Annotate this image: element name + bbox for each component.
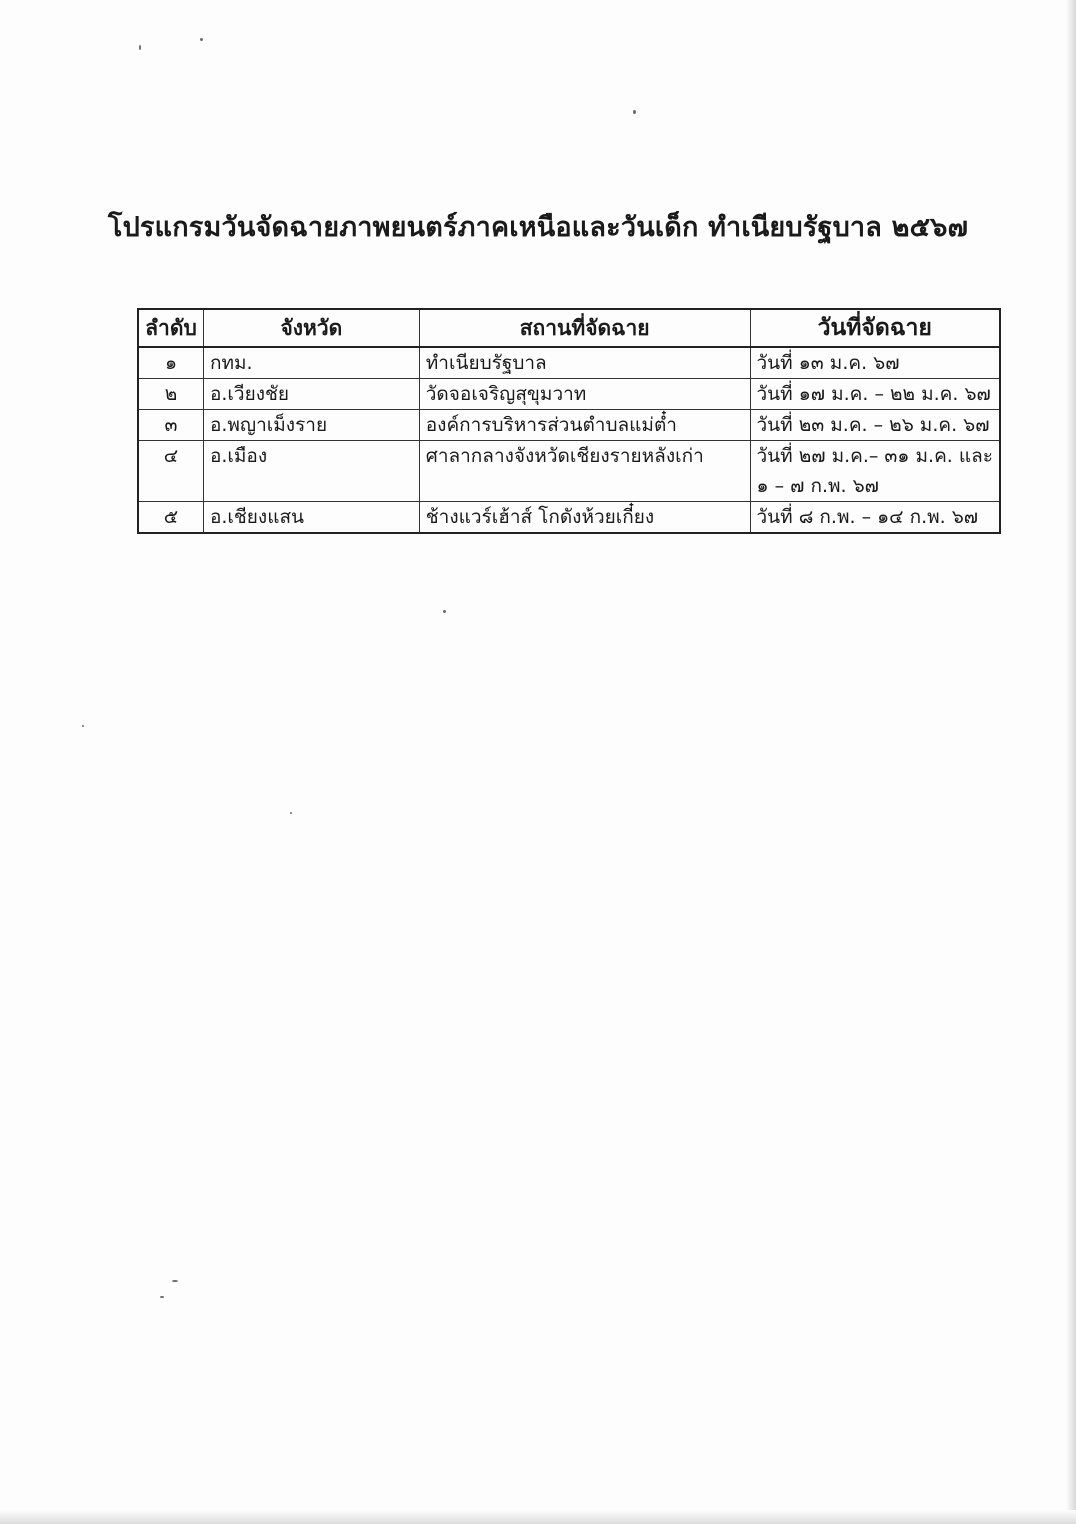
row-date-line: วันที่ ๘ ก.พ. – ๑๔ ก.พ. ๖๗ bbox=[756, 506, 979, 528]
row-date bbox=[750, 410, 1000, 441]
scan-speck bbox=[200, 38, 203, 41]
row-number: ๑ bbox=[138, 347, 203, 379]
document-title: โปรแกรมวันจัดฉายภาพยนตร์ภาคเหนือและวันเด็ก ทำเนียบรัฐบาล ๒๕๖๗ bbox=[107, 212, 969, 243]
table-row bbox=[138, 410, 1000, 441]
row-venue: องค์การบริหารส่วนตำบลแม่ต๋ำ bbox=[419, 410, 750, 441]
row-date bbox=[750, 441, 1000, 502]
scan-speck bbox=[443, 610, 446, 613]
row-date-line: วันที่ ๒๓ ม.ค. – ๒๖ ม.ค. ๖๗ bbox=[756, 414, 990, 436]
header-date: วันที่จัดฉาย bbox=[750, 309, 1000, 347]
row-province: อ.เชียงแสน bbox=[203, 502, 419, 534]
scan-speck bbox=[160, 1296, 164, 1298]
row-province: อ.พญาเม็งราย bbox=[203, 410, 419, 441]
header-venue: สถานที่จัดฉาย bbox=[419, 309, 750, 347]
scan-speck bbox=[633, 110, 636, 114]
scan-speck bbox=[82, 725, 84, 727]
row-number: ๓ bbox=[138, 410, 203, 441]
row-date-line: ๑ – ๗ ก.พ. ๖๗ bbox=[756, 475, 879, 497]
header-province: จังหวัด bbox=[203, 309, 419, 347]
table-row bbox=[138, 441, 1000, 502]
row-number: ๕ bbox=[138, 502, 203, 534]
row-venue: ศาลากลางจังหวัดเชียงรายหลังเก่า bbox=[419, 441, 750, 502]
page-edge-shadow-bottom bbox=[0, 1510, 1076, 1524]
row-province: อ.เวียงชัย bbox=[203, 379, 419, 410]
row-date-line: วันที่ ๑๓ ม.ค. ๖๗ bbox=[756, 352, 900, 374]
row-venue: วัดจอเจริญสุขุมวาท bbox=[419, 379, 750, 410]
row-venue: ช้างแวร์เฮ้าส์ โกดังห้วยเกี๋ยง bbox=[419, 502, 750, 534]
table-row bbox=[138, 347, 1000, 379]
row-province: กทม. bbox=[203, 347, 419, 379]
row-number: ๔ bbox=[138, 441, 203, 502]
header-order: ลำดับ bbox=[138, 309, 203, 347]
row-date-line: วันที่ ๒๗ ม.ค.– ๓๑ ม.ค. และ bbox=[756, 445, 993, 467]
scan-speck bbox=[139, 45, 141, 50]
table-header-row bbox=[138, 309, 1000, 347]
row-date bbox=[750, 347, 1000, 379]
table-row bbox=[138, 502, 1000, 534]
scan-speck bbox=[172, 1280, 178, 1282]
row-date-line: วันที่ ๑๗ ม.ค. – ๒๒ ม.ค. ๖๗ bbox=[756, 383, 991, 405]
row-venue: ทำเนียบรัฐบาล bbox=[419, 347, 750, 379]
row-number: ๒ bbox=[138, 379, 203, 410]
scan-speck bbox=[290, 812, 292, 814]
row-province: อ.เมือง bbox=[203, 441, 419, 502]
table-row bbox=[138, 379, 1000, 410]
row-date bbox=[750, 502, 1000, 534]
row-date bbox=[750, 379, 1000, 410]
screening-schedule-table bbox=[137, 308, 1001, 534]
